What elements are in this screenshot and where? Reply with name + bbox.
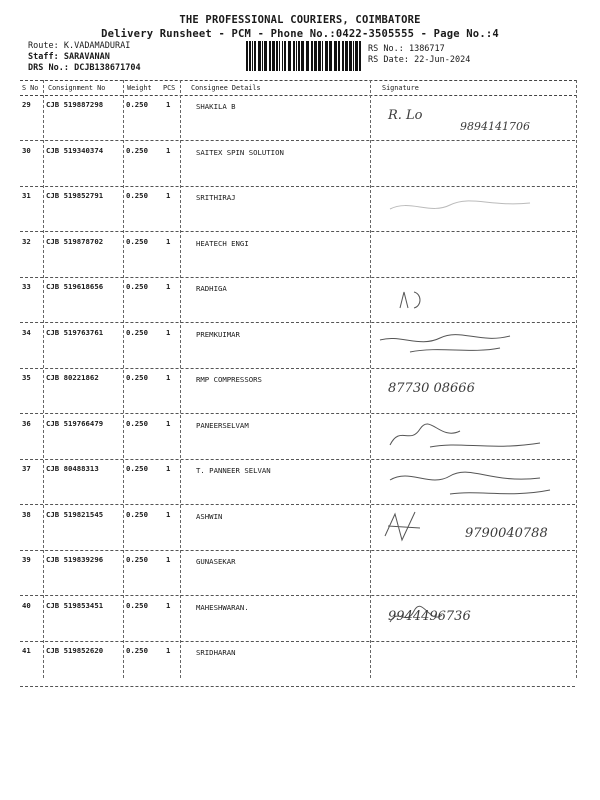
signature-stroke xyxy=(390,606,442,622)
signature-stroke xyxy=(390,423,540,446)
signature-scribble xyxy=(370,187,575,232)
cell-consignee: SAITEX SPIN SOLUTION xyxy=(196,147,284,157)
cell-consignee: T. PANNEER SELVAN xyxy=(196,466,271,475)
rs-no-line xyxy=(368,44,445,54)
signature-cell xyxy=(370,415,575,460)
cell-sno: 33 xyxy=(22,282,31,291)
cell-consignee: HEATECH ENGI xyxy=(196,238,249,248)
table-row xyxy=(0,506,600,551)
signature-scribble xyxy=(370,597,575,642)
cell-pcs: 1 xyxy=(166,646,171,655)
signature-cell xyxy=(370,278,575,323)
cell-consignment: CJB 80221862 xyxy=(46,373,99,382)
signature-text: 9790040788 xyxy=(465,525,548,541)
row-separator xyxy=(20,686,575,687)
cell-weight: 0.250 xyxy=(126,191,148,200)
cell-consignment: CJB 519887298 xyxy=(46,100,104,109)
cell-consignment: CJB 519618656 xyxy=(46,282,104,291)
runsheet-title: Delivery Runsheet - PCM - Phone No.:0422-3505555 - Page No.:4 xyxy=(101,28,499,40)
barcode-bar xyxy=(338,41,340,71)
col-consignee: Consignee Details xyxy=(191,84,261,92)
cell-consignment: CJB 519852620 xyxy=(46,646,104,655)
cell-pcs: 1 xyxy=(166,600,171,610)
cell-pcs: 1 xyxy=(166,100,171,109)
cell-sno: 32 xyxy=(22,236,31,246)
signature-stroke xyxy=(390,201,530,209)
cell-consignment: CJB 519852791 xyxy=(46,191,104,200)
cell-consignee: ASHWIN xyxy=(196,511,223,521)
cell-consignee: PANEERSELVAM xyxy=(196,420,249,430)
staff-label: Staff: xyxy=(28,52,59,62)
cell-consignment: CJB 80488313 xyxy=(46,464,99,473)
signature-cell xyxy=(370,187,575,232)
staff-value: SARAVANAN xyxy=(63,52,110,62)
cell-sno: 34 xyxy=(22,327,31,337)
barcode-bar xyxy=(301,41,304,71)
table-row xyxy=(0,597,600,642)
signature-stroke xyxy=(385,512,420,540)
signature-cell xyxy=(370,642,575,687)
barcode-bar xyxy=(334,41,337,71)
cell-pcs: 1 xyxy=(166,373,171,382)
rs-no-value: 1386717 xyxy=(408,44,445,54)
cell-weight: 0.250 xyxy=(126,327,148,337)
barcode-bar xyxy=(264,41,267,71)
cell-weight: 0.250 xyxy=(126,236,148,246)
cell-pcs: 1 xyxy=(166,282,171,291)
barcode-bar xyxy=(282,41,283,71)
cell-weight: 0.250 xyxy=(126,600,148,610)
route-value: K.VADAMADURAI xyxy=(63,41,131,51)
barcode-bar xyxy=(306,41,309,71)
cell-weight: 0.250 xyxy=(126,646,148,655)
cell-pcs: 1 xyxy=(166,418,171,428)
signature-scribble xyxy=(370,324,575,369)
table-row xyxy=(0,551,600,596)
cell-pcs: 1 xyxy=(166,509,171,519)
barcode-bar xyxy=(298,41,300,71)
cell-sno: 30 xyxy=(22,145,31,155)
cell-pcs: 1 xyxy=(166,555,171,564)
signature-cell xyxy=(370,233,575,278)
signature-cell xyxy=(370,460,575,505)
route-label: Route: xyxy=(28,41,59,51)
cell-sno: 36 xyxy=(22,418,31,428)
cell-weight: 0.250 xyxy=(126,100,148,109)
cell-weight: 0.250 xyxy=(126,418,148,428)
cell-consignment: CJB 519839296 xyxy=(46,555,104,564)
barcode-bar xyxy=(359,41,361,71)
cell-pcs: 1 xyxy=(166,236,171,246)
drs-value: DCJB138671704 xyxy=(74,63,141,73)
cell-consignee: PREMKUIMAR xyxy=(196,329,240,339)
signature-scribble xyxy=(370,460,575,505)
barcode-bar xyxy=(262,41,263,71)
signature-text: 9944496736 xyxy=(388,608,471,624)
table-row xyxy=(0,415,600,460)
signature-text: 9894141706 xyxy=(460,120,530,133)
barcode-bar xyxy=(325,41,328,71)
signature-scribble xyxy=(370,415,575,460)
cell-sno: 40 xyxy=(22,600,31,610)
rs-date-label: RS Date: xyxy=(368,55,409,65)
barcode-bar xyxy=(246,41,248,71)
cell-pcs: 1 xyxy=(166,327,171,337)
cell-weight: 0.250 xyxy=(126,145,148,155)
cell-consignment: CJB 519878702 xyxy=(46,236,104,246)
barcode-bar xyxy=(272,41,275,71)
drs-label: DRS No.: xyxy=(28,63,69,73)
cell-sno: 39 xyxy=(22,555,31,564)
cell-consignment: CJB 519821545 xyxy=(46,509,104,519)
col-pcs: PCS xyxy=(163,84,176,92)
table-row xyxy=(0,187,600,232)
signature-cell xyxy=(370,96,575,141)
cell-weight: 0.250 xyxy=(126,373,148,382)
barcode-bar xyxy=(342,41,344,71)
cell-pcs: 1 xyxy=(166,191,171,200)
table-row xyxy=(0,233,600,278)
barcode-bar xyxy=(258,41,261,71)
cell-sno: 31 xyxy=(22,191,31,200)
barcode-bar xyxy=(329,41,332,71)
barcode-bar xyxy=(252,41,253,71)
header-top-rule xyxy=(20,80,577,81)
barcode-bar xyxy=(284,41,286,71)
cell-consignment: CJB 519853451 xyxy=(46,600,104,610)
cell-consignee: GUNASEKAR xyxy=(196,557,236,566)
barcode-bar xyxy=(279,41,280,71)
signature-cell xyxy=(370,597,575,642)
cell-consignee: SRIDHARAN xyxy=(196,648,236,657)
barcode-bar xyxy=(293,41,295,71)
col-signature: Signature xyxy=(382,84,419,92)
col-sno: S No xyxy=(22,84,39,92)
route-line xyxy=(28,41,130,51)
signature-scribble xyxy=(370,278,575,323)
cell-sno: 37 xyxy=(22,464,31,473)
cell-sno: 38 xyxy=(22,509,31,519)
barcode-bar xyxy=(355,41,358,71)
drs-line xyxy=(28,63,141,73)
barcode-bar xyxy=(349,41,352,71)
cell-pcs: 1 xyxy=(166,464,171,473)
barcode-bar xyxy=(311,41,313,71)
barcode-bar xyxy=(296,41,297,71)
barcode-bar xyxy=(345,41,348,71)
signature-cell xyxy=(370,142,575,187)
rs-no-label: RS No.: xyxy=(368,44,404,54)
cell-weight: 0.250 xyxy=(126,509,148,519)
cell-pcs: 1 xyxy=(166,145,171,155)
barcode-bar xyxy=(322,41,323,71)
table-row xyxy=(0,460,600,505)
cell-consignee: MAHESHWARAN. xyxy=(196,602,249,612)
cell-consignee: SHAKILA B xyxy=(196,102,236,111)
rs-date-value: 22-Jun-2024 xyxy=(414,55,471,65)
cell-weight: 0.250 xyxy=(126,282,148,291)
table-row xyxy=(0,142,600,187)
barcode-bar xyxy=(353,41,354,71)
barcode xyxy=(245,41,363,71)
barcode-bar xyxy=(314,41,317,71)
table-row xyxy=(0,369,600,414)
table-row xyxy=(0,96,600,141)
barcode-bar xyxy=(269,41,271,71)
barcode-bar xyxy=(249,41,251,71)
cell-weight: 0.250 xyxy=(126,464,148,473)
cell-consignee: RADHIGA xyxy=(196,284,227,293)
cell-sno: 41 xyxy=(22,646,31,655)
cell-consignment: CJB 519763761 xyxy=(46,327,104,337)
signature-cell xyxy=(370,551,575,596)
signature-stroke xyxy=(400,292,420,308)
barcode-bar xyxy=(318,41,321,71)
staff-line xyxy=(28,52,110,62)
signature-cell xyxy=(370,506,575,551)
cell-sno: 29 xyxy=(22,100,31,109)
signature-stroke xyxy=(390,472,550,494)
cell-consignee: SRITHIRAJ xyxy=(196,193,236,202)
barcode-bar xyxy=(288,41,291,71)
col-consignment: Consignment No xyxy=(48,84,106,92)
table-row xyxy=(0,324,600,369)
signature-cell xyxy=(370,369,575,414)
cell-consignment: CJB 519340374 xyxy=(46,145,104,155)
signature-text: 87730 08666 xyxy=(388,381,475,396)
barcode-bar xyxy=(254,41,256,71)
rs-date-line xyxy=(368,55,470,65)
table-row xyxy=(0,642,600,687)
col-weight: Weight xyxy=(127,84,152,92)
signature-text: R. Lo xyxy=(388,108,423,123)
company-title: THE PROFESSIONAL COURIERS, COIMBATORE xyxy=(179,14,421,26)
cell-weight: 0.250 xyxy=(126,555,148,564)
signature-scribble xyxy=(370,506,575,551)
signature-cell xyxy=(370,324,575,369)
cell-sno: 35 xyxy=(22,373,31,382)
cell-consignment: CJB 519766479 xyxy=(46,418,104,428)
cell-consignee: RMP COMPRESSORS xyxy=(196,375,262,384)
barcode-bar xyxy=(276,41,278,71)
table-row xyxy=(0,278,600,323)
signature-stroke xyxy=(380,334,510,351)
